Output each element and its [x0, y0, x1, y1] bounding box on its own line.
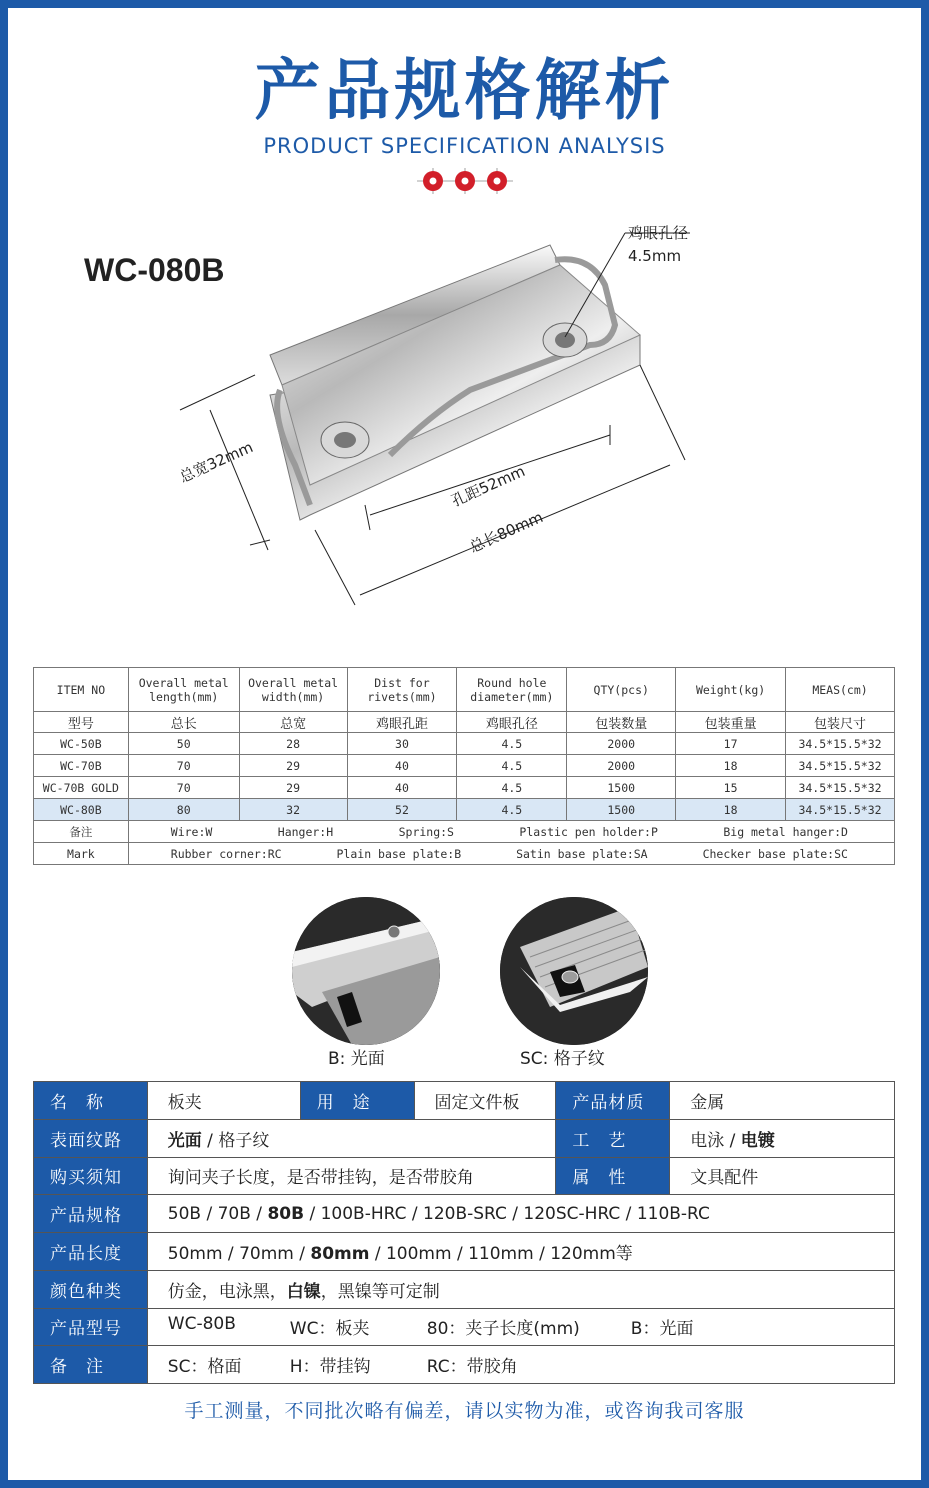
- spec-a: 50B / 70B /: [167, 1203, 268, 1224]
- spec-header-en-cell: Overall metal width(mm): [239, 668, 347, 712]
- spec-table-cell: 18: [676, 755, 786, 777]
- plain-surface-thumbnail: [292, 897, 440, 1045]
- texture-bold: 光面: [167, 1130, 202, 1151]
- craft-value: [670, 1119, 895, 1157]
- spec-table-cell: 29: [239, 755, 347, 777]
- spec-header-en-cell: Overall metal length(mm): [128, 668, 239, 712]
- spec-table-cell: 29: [239, 777, 347, 799]
- note-en-items: [128, 843, 894, 865]
- spec-table-cell: WC-50B: [34, 733, 129, 755]
- use-label: 用 途: [300, 1082, 414, 1120]
- info-table: [33, 1081, 895, 1384]
- craft-bold: 电镀: [740, 1130, 775, 1151]
- spec-header-en-cell: Weight(kg): [676, 668, 786, 712]
- spec-header-en-cell: Dist for rivets(mm): [347, 668, 457, 712]
- hole-diameter-label: 鸡眼孔径: [628, 224, 689, 242]
- spec-table-cell: 80: [128, 799, 239, 821]
- spec-table-row: [34, 777, 895, 799]
- texture-value: [147, 1119, 556, 1157]
- checker-surface-label: SC: 格子纹: [520, 1049, 605, 1069]
- spec-table-cell: 32: [239, 799, 347, 821]
- spec-header-en-cell: QTY(pcs): [567, 668, 676, 712]
- spec-table-cell: 70: [128, 777, 239, 799]
- spec-bold: 80B: [267, 1203, 305, 1224]
- length-label: 产品长度: [34, 1233, 148, 1271]
- model-label: 产品型号: [34, 1308, 148, 1346]
- note-cn-items: [128, 821, 894, 843]
- spec-header-en-cell: Round hole diameter(mm): [457, 668, 567, 712]
- note-cn-item: Big metal hanger:D: [723, 824, 848, 839]
- remark-item: RC：带胶角: [426, 1357, 518, 1378]
- spec-header-cn-cell: 包装尺寸: [786, 712, 895, 733]
- spec-table: [33, 667, 895, 865]
- model-item: WC：板夹: [289, 1319, 370, 1340]
- spec-table-cell: 34.5*15.5*32: [786, 777, 895, 799]
- attr-label: 属 性: [556, 1157, 670, 1195]
- spec-header-cn-cell: 总宽: [239, 712, 347, 733]
- spec-table-cell: 15: [676, 777, 786, 799]
- hole-diameter-value: 4.5mm: [628, 247, 682, 265]
- remark-label: 备 注: [34, 1346, 148, 1384]
- spec-header-cn-cell: 鸡眼孔距: [347, 712, 457, 733]
- model-item: 80：夹子长度(mm): [426, 1319, 580, 1340]
- model-item: B：光面: [630, 1319, 694, 1340]
- note-cn-item: Wire:W: [170, 824, 213, 839]
- spec-header-en-cell: ITEM NO: [34, 668, 129, 712]
- clip-product-image: [170, 215, 730, 625]
- note-en-item: Plain base plate:B: [336, 846, 462, 861]
- material-value: 金属: [670, 1082, 895, 1120]
- note-en-item: Rubber corner:RC: [170, 846, 282, 861]
- craft-label: 工 艺: [556, 1119, 670, 1157]
- texture-label: 表面纹路: [34, 1119, 148, 1157]
- plain-surface-label: B: 光面: [328, 1049, 385, 1069]
- note-cn-item: Hanger:H: [277, 824, 334, 839]
- spec-table-row: [34, 799, 895, 821]
- model-item: WC-80B: [167, 1314, 236, 1335]
- spec-table-row: [34, 733, 895, 755]
- spec-header-cn-cell: 包装数量: [567, 712, 676, 733]
- spec-table-cell: 40: [347, 755, 457, 777]
- color-b: ，黑镍等可定制: [320, 1281, 440, 1302]
- color-bold: 白镍: [286, 1281, 321, 1302]
- spec-table-row: [34, 755, 895, 777]
- note-cn-label: 备注: [34, 821, 129, 843]
- page-title: 产品规格解析: [254, 52, 675, 129]
- spec-header-en-row: [34, 668, 895, 712]
- note-en-item: Satin base plate:SA: [516, 846, 648, 861]
- decorative-dots-icon: [417, 168, 513, 194]
- note-en-item: Checker base plate:SC: [702, 846, 848, 861]
- spec-table-cell: 34.5*15.5*32: [786, 733, 895, 755]
- spec-table-cell: WC-70B: [34, 755, 129, 777]
- page-subtitle: PRODUCT SPECIFICATION ANALYSIS: [263, 134, 666, 158]
- spec-table-cell: WC-80B: [34, 799, 129, 821]
- remark-value: [147, 1346, 894, 1384]
- spec-header-cn-row: [34, 712, 895, 733]
- model-value: [147, 1308, 894, 1346]
- spec-table-cell: 34.5*15.5*32: [786, 755, 895, 777]
- spec-value: [147, 1195, 894, 1233]
- spec-table-cell: 70: [128, 755, 239, 777]
- length-b: / 100mm / 110mm / 120mm等: [369, 1243, 633, 1264]
- length-bold: 80mm: [310, 1243, 370, 1264]
- attr-value: 文具配件: [670, 1157, 895, 1195]
- craft-a: 电泳 /: [690, 1130, 741, 1151]
- hole-distance-label: 孔距52mm: [448, 461, 528, 511]
- name-label: 名 称: [34, 1082, 148, 1120]
- spec-header-cn-cell: 总长: [128, 712, 239, 733]
- spec-table-cell: 1500: [567, 777, 676, 799]
- spec-table-cell: 40: [347, 777, 457, 799]
- remark-item: SC：格面: [167, 1357, 242, 1378]
- notice-label: 购买须知: [34, 1157, 148, 1195]
- texture-rest: / 格子纹: [201, 1130, 270, 1151]
- use-value: 固定文件板: [414, 1082, 556, 1120]
- spec-table-cell: WC-70B GOLD: [34, 777, 129, 799]
- spec-table-cell: 52: [347, 799, 457, 821]
- color-label: 颜色种类: [34, 1270, 148, 1308]
- remark-item: H：带挂钩: [289, 1357, 371, 1378]
- material-label: 产品材质: [556, 1082, 670, 1120]
- length-a: 50mm / 70mm /: [167, 1243, 311, 1264]
- note-cn-item: Spring:S: [398, 824, 454, 839]
- spec-table-cell: 2000: [567, 755, 676, 777]
- spec-b: / 100B-HRC / 120B-SRC / 120SC-HRC / 110B-RC: [304, 1203, 710, 1224]
- color-value: [147, 1270, 894, 1308]
- spec-table-cell: 4.5: [457, 733, 567, 755]
- spec-table-cell: 4.5: [457, 755, 567, 777]
- notice-value: 询问夹子长度，是否带挂钩，是否带胶角: [147, 1157, 556, 1195]
- spec-table-cell: 17: [676, 733, 786, 755]
- spec-table-cell: 18: [676, 799, 786, 821]
- footer-disclaimer: 手工测量，不同批次略有偏差，请以实物为准，或咨询我司客服: [184, 1400, 745, 1422]
- spec-table-cell: 2000: [567, 733, 676, 755]
- note-cn-item: Plastic pen holder:P: [519, 824, 658, 839]
- width-dimension-label: 总宽32mm: [176, 437, 256, 487]
- spec-label: 产品规格: [34, 1195, 148, 1233]
- length-value: [147, 1233, 894, 1271]
- spec-header-cn-cell: 包装重量: [676, 712, 786, 733]
- spec-table-cell: 30: [347, 733, 457, 755]
- spec-table-cell: 28: [239, 733, 347, 755]
- spec-table-cell: 4.5: [457, 799, 567, 821]
- spec-table-cell: 34.5*15.5*32: [786, 799, 895, 821]
- note-en-label: Mark: [34, 843, 129, 865]
- spec-table-cell: 1500: [567, 799, 676, 821]
- name-value: 板夹: [147, 1082, 300, 1120]
- spec-header-cn-cell: 型号: [34, 712, 129, 733]
- color-a: 仿金，电泳黑，: [167, 1281, 287, 1302]
- length-dimension-label: 总长80mm: [466, 507, 546, 557]
- spec-header-en-cell: MEAS(cm): [786, 668, 895, 712]
- spec-table-cell: 50: [128, 733, 239, 755]
- checker-surface-thumbnail: [500, 897, 648, 1045]
- spec-table-cell: 4.5: [457, 777, 567, 799]
- model-number: WC-080B: [84, 252, 225, 288]
- spec-header-cn-cell: 鸡眼孔径: [457, 712, 567, 733]
